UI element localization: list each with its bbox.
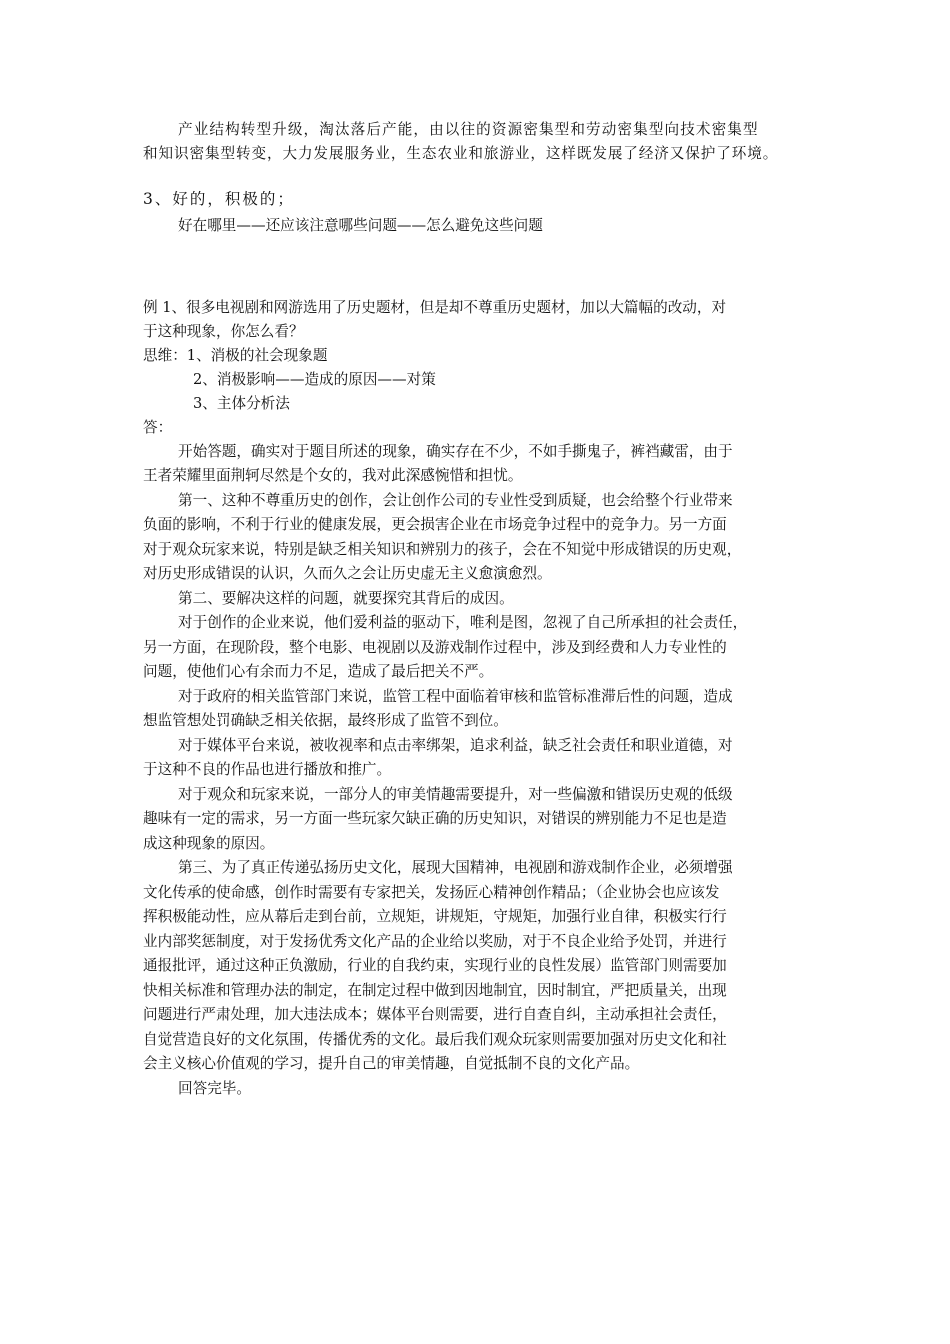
answer-line: 业内部奖惩制度，对于发扬优秀文化产品的企业给以奖励，对于不良企业给予处罚，并进行 [143,933,727,950]
example-question: 于这种现象，你怎么看？ [143,323,304,340]
answer-line: 第二、要解决这样的问题，就要探究其背后的成因。 [178,590,514,607]
answer-line: 第一、这种不尊重历史的创作，会让创作公司的专业性受到质疑，也会给整个行业带来 [178,492,733,509]
answer-line: 通报批评，通过这种正负激励，行业的自我约束，实现行业的良性发展）监管部门则需要加 [143,957,727,974]
answer-line: 对于创作的企业来说，他们爱利益的驱动下，唯利是图，忽视了自己所承担的社会责任， [178,614,748,631]
thinking-item: 3、主体分析法 [193,395,290,412]
answer-line: 快相关标准和管理办法的制定，在制定过程中做到因地制宜，因时制宜，严把质量关，出现 [143,982,727,999]
thinking-item: 2、消极影响——造成的原因——对策 [193,371,436,388]
example-question: 例 1、很多电视剧和网游选用了历史题材，但是却不尊重历史题材，加以大篇幅的改动，对 [143,299,727,316]
intro-paragraph-line: 产业结构转型升级，淘汰落后产能，由以往的资源密集型和劳动密集型向技术密集型 [178,121,759,138]
answer-line: 对于媒体平台来说，被收视率和点击率绑架，追求利益，缺乏社会责任和职业道德，对 [178,737,733,754]
answer-line: 自觉营造良好的文化氛围，传播优秀的文化。最后我们观众玩家则需要加强对历史文化和社 [143,1031,727,1048]
answer-label: 答： [143,419,173,436]
answer-line: 对于政府的相关监管部门来说，监管工程中面临着审核和监管标准滞后性的问题，造成 [178,688,733,705]
answer-line: 挥积极能动性，应从幕后走到台前，立规矩，讲规矩，守规矩，加强行业自律，积极实行行 [143,908,727,925]
intro-paragraph-line: 和知识密集型转变，大力发展服务业，生态农业和旅游业，这样既发展了经济又保护了环境。 [143,145,779,162]
answer-line: 对于观众和玩家来说，一部分人的审美情趣需要提升，对一些偏激和错误历史观的低级 [178,786,733,803]
answer-line: 开始答题，确实对于题目所述的现象，确实存在不少，不如手撕鬼子，裤裆藏雷，由于 [178,443,733,460]
answer-line: 第三、为了真正传递弘扬历史文化，展现大国精神，电视剧和游戏制作企业，必须增强 [178,859,733,876]
section-heading: 3、好的，积极的； [143,190,295,208]
answer-line: 想监管想处罚确缺乏相关依据，最终形成了监管不到位。 [143,712,508,729]
answer-line: 问题进行严肃处理，加大违法成本；媒体平台则需要，进行自查自纠，主动承担社会责任， [143,1006,727,1023]
answer-line: 对于观众玩家来说，特别是缺乏相关知识和辨别力的孩子，会在不知觉中形成错误的历史观， [143,541,742,558]
answer-line: 王者荣耀里面荆轲尽然是个女的，我对此深感惋惜和担忧。 [143,467,523,484]
answer-line: 趣味有一定的需求，另一方面一些玩家欠缺正确的历史知识，对错误的辨别能力不足也是造 [143,810,727,827]
answer-line: 另一方面，在现阶段，整个电影、电视剧以及游戏制作过程中，涉及到经费和人力专业性的 [143,639,727,656]
answer-line: 文化传承的使命感，创作时需要有专家把关，发扬匠心精神创作精品；（企业协会也应该发 [143,884,720,901]
section-subheading: 好在哪里——还应该注意哪些问题——怎么避免这些问题 [178,217,543,234]
answer-line: 对历史形成错误的认识，久而久之会让历史虚无主义愈演愈烈。 [143,565,552,582]
answer-line: 负面的影响，不利于行业的健康发展，更会损害企业在市场竞争过程中的竞争力。另一方面 [143,516,727,533]
answer-line: 成这种现象的原因。 [143,835,275,852]
answer-end: 回答完毕。 [178,1080,251,1097]
answer-line: 问题，使他们心有余而力不足，造成了最后把关不严。 [143,663,494,680]
answer-line: 于这种不良的作品也进行播放和推广。 [143,761,392,778]
thinking-label: 思维：1、消极的社会现象题 [143,347,328,364]
answer-line: 会主义核心价值观的学习，提升自己的审美情趣，自觉抵制不良的文化产品。 [143,1055,640,1072]
